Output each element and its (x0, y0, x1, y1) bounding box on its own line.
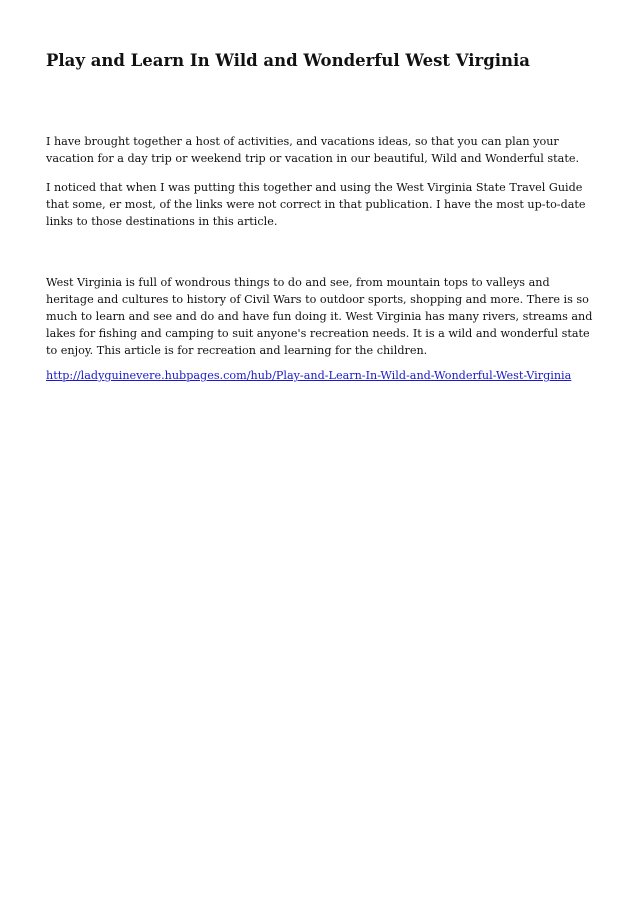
intro-paragraph: I have brought together a host of activities, and vacations ideas, so that you can plan your vacation for a day trip or weekend trip or vacation in our beautiful, Wild and Wonderful state. (46, 135, 579, 165)
document-title: Play and Learn In Wild and Wonderful West Virginia (46, 51, 530, 70)
links-note-paragraph: I noticed that when I was putting this together and using the West Virginia State Travel Guide that some, er most, of the links were not correct in that publication. I have the most up-to-date links to those destinations in this article. (46, 181, 586, 228)
source-link[interactable]: http://ladyguinevere.hubpages.com/hub/Play-and-Learn-In-Wild-and-Wonderful-West-Virginia (46, 369, 572, 382)
source-link-line (46, 367, 571, 384)
description-paragraph: West Virginia is full of wondrous things to do and see, from mountain tops to valleys and heritage and cultures to history of Civil Wars to outdoor sports, shopping and more. There is so much to learn and see and do and have fun doing it. West Virginia has many rivers, streams and lakes for fishing and camping to suit anyone's recreation needs. It is a wild and wonderful state to enjoy. This article is for recreation and learning for the children. (46, 276, 593, 357)
